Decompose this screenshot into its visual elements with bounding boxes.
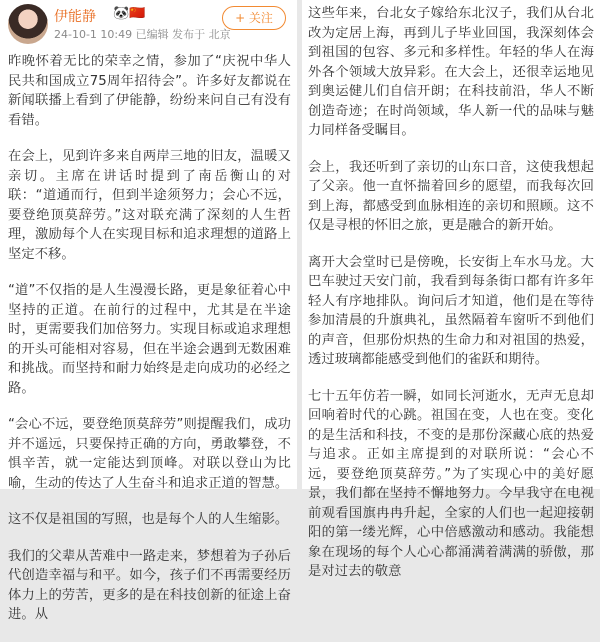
- paragraph: 离开大会堂时已是傍晚，长安街上车水马龙。大巴车驶过天安门前，我看到每条街口都有许多年轻人有序地排队。询问后才知道，他们是在等待参加清晨的升旗典礼，虽然隔着车窗听不到他们的声音，但那份炽热的生命力和对祖国的热爱，透过玻璃都能感受到他们的雀跃和期待。: [308, 254, 594, 367]
- right-post-panel: [302, 0, 600, 579]
- post-timestamp: 24-10-1 10:49: [54, 28, 133, 41]
- post-edited: 已编辑: [135, 28, 169, 41]
- paragraph: 在会上，见到许多来自两岸三地的旧友，温暖又亲切。主席在讲话时提到了南岳衡山的对联：“道通而行，但到半途须努力；会心不远，要登绝顶莫辞劳。”这对联充满了深刻的人生哲理，激励每个人在实现目标和追求理想的道路上坚定不移。: [8, 149, 291, 262]
- paragraph: 昨晚怀着无比的荣幸之情，参加了“庆祝中华人民共和国成立75周年招待会”。许多好友都说在新闻联播上看到了伊能静，纷纷来问自己有没有看错。: [8, 54, 291, 128]
- paragraph: “道”不仅指的是人生漫漫长路，更是象征着心中坚持的正道。在前行的过程中，尤其是在半途时，更需要我们加倍努力。实现目标或追求理想的开头可能相对容易，但在半途会遇到无数困难和挑战。而坚持和耐力始终是走向成功的必经之路。: [8, 283, 291, 396]
- post-location: 发布于 北京: [172, 28, 231, 41]
- avatar[interactable]: [8, 4, 48, 44]
- paragraph: 这些年来，台北女子嫁给东北汉子，我们从台北改为定居上海，再到儿子毕业回国，我深刻体会到祖国的包容、多元和多样性。年轻的华人在海外各个领域大放异彩。在大会上，还很幸运地见到奥运健儿们自信开朗；在科技前沿，华人不断创造奇迹；在时尚领域，华人新一代的品味与魅力同样备受瞩目。: [308, 6, 594, 138]
- follow-button[interactable]: + 关注: [222, 6, 286, 30]
- left-post-panel: [0, 0, 297, 622]
- username[interactable]: 伊能静: [54, 9, 96, 25]
- post-meta: [54, 26, 231, 42]
- paragraph: 会上，我还听到了亲切的山东口音，这使我想起了父亲。他一直怀揣着回乡的愿望，而我每次回到上海，都感受到血脉相连的亲切和照顾。这不仅是寻根的怀旧之旅，更是融合的新开始。: [308, 159, 594, 233]
- paragraph: 这不仅是祖国的写照，也是每个人的人生缩影。: [8, 512, 289, 527]
- user-badges: 🐼🇨🇳: [113, 6, 146, 21]
- paragraph: 七十五年仿若一瞬，如同长河逝水，无声无息却回响着时代的心跳。祖国在变，人也在变。变化的是生活和科技，不变的是那份深藏心底的热爱与追求。正如主席提到的对联所说：“会心不远，要登绝顶莫辞劳。”为了实现心中的美好愿景，我们都在坚持不懈地努力。今早我守在电视前观看国旗冉冉升起，全家的人们也一起迎接朝阳的第一缕光辉，心中倍感激动和感动。我能想象在现场的每个人心心都涌满着满满的骄傲，那是对过去的敬意: [308, 388, 594, 579]
- paragraph: “会心不远，要登绝顶莫辞劳”则提醒我们，成功并不遥远，只要保持正确的方向，勇敢攀登，不惧辛苦，就一定能达到顶峰。对联以登山为比喻，生动的传达了人生奋斗和追求正道的智慧。: [8, 417, 291, 491]
- post-body-right: [308, 4, 594, 599]
- post-body-left: [8, 52, 291, 642]
- paragraph: 我们的父辈从苦难中一路走来，梦想着为子孙后代创造幸福与和平。如今，孩子们不再需要经历体力上的劳苦，更多的是在科技创新的征途上奋进。从: [8, 548, 291, 622]
